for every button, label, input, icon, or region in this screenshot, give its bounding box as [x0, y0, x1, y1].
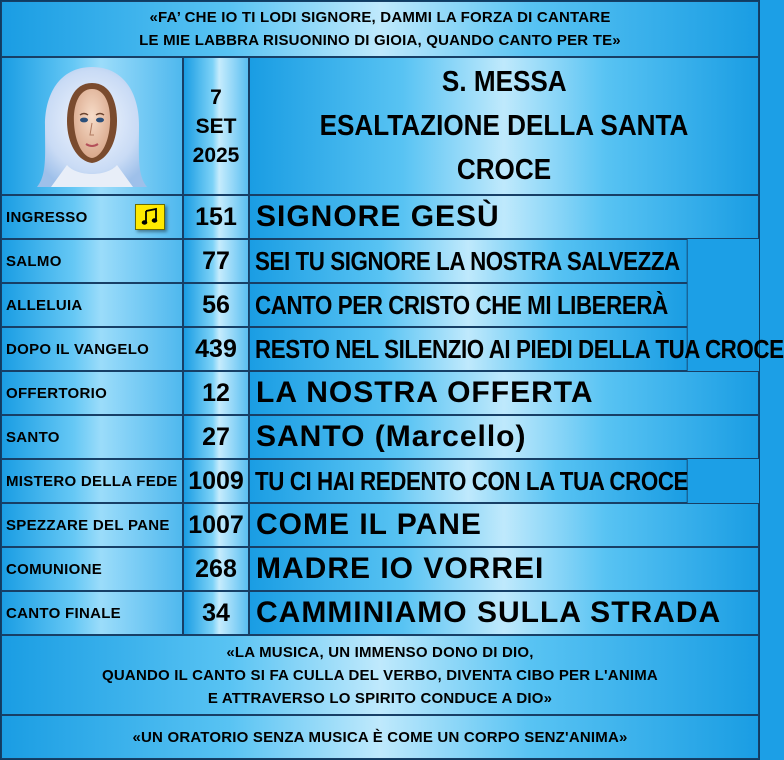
row-number: 56	[183, 283, 249, 327]
music-note-glyph	[141, 208, 159, 226]
row-song-title: RESTO NEL SILENZIO AI PIEDI DELLA TUA CROCE	[249, 327, 688, 371]
row-number: 1009	[183, 459, 249, 503]
row-song-title: MADRE IO VORREI	[249, 547, 759, 591]
row-label: MISTERO DELLA FEDE	[1, 459, 183, 503]
row-number: 27	[183, 415, 249, 459]
date-year: 2025	[192, 143, 240, 167]
date-cell	[183, 57, 249, 195]
row-song-title: SIGNORE GESÙ	[249, 195, 759, 239]
row-song-title: TU CI HAI REDENTO CON LA TUA CROCE	[249, 459, 688, 503]
row-label: OFFERTORIO	[1, 371, 183, 415]
row-song-title: COME IL PANE	[249, 503, 759, 547]
row-number: 34	[183, 591, 249, 635]
row-song-title: SEI TU SIGNORE LA NOSTRA SALVEZZA	[249, 239, 688, 283]
madonna-portrait	[37, 65, 147, 187]
footer-quote	[1, 635, 759, 715]
row-number: 151	[183, 195, 249, 239]
row-label: CANTO FINALE	[1, 591, 183, 635]
row-label: SPEZZARE DEL PANE	[1, 503, 183, 547]
row-song-title: SANTO (Marcello)	[249, 415, 759, 459]
row-label: SANTO	[1, 415, 183, 459]
music-note-icon[interactable]	[135, 204, 165, 230]
row-number: 268	[183, 547, 249, 591]
row-number: 77	[183, 239, 249, 283]
page-title: S. MESSA	[441, 66, 567, 98]
row-number: 12	[183, 371, 249, 415]
row-number: 1007	[183, 503, 249, 547]
header-quote-line1: «FA’ CHE IO TI LODI SIGNORE, DAMMI LA FORZA DI CANTARE	[149, 9, 611, 26]
bottom-quote-text: «UN ORATORIO SENZA MUSICA È COME UN CORPO SENZ'ANIMA»	[132, 728, 628, 746]
row-number: 439	[183, 327, 249, 371]
bottom-quote	[1, 715, 759, 759]
row-label: COMUNIONE	[1, 547, 183, 591]
page-subtitle: ESALTAZIONE DELLA SANTA CROCE	[319, 110, 689, 186]
footer-quote-line3: E ATTRAVERSO LO SPIRITO CONDUCE A DIO»	[207, 689, 553, 707]
row-label: ALLELUIA	[1, 283, 183, 327]
header-quote-line2: LE MIE LABBRA RISUONINO DI GIOIA, QUANDO CANTO PER TE»	[139, 32, 621, 49]
footer-quote-line2: QUANDO IL CANTO SI FA CULLA DEL VERBO, DIVENTA CIBO PER L'ANIMA	[102, 666, 658, 684]
date-month: SET	[195, 114, 237, 138]
date-day: 7	[210, 85, 222, 109]
row-song-title: CAMMINIAMO SULLA STRADA	[249, 591, 759, 635]
row-label: DOPO IL VANGELO	[1, 327, 183, 371]
row-label: INGRESSO	[1, 195, 183, 239]
row-song-title: LA NOSTRA OFFERTA	[249, 371, 759, 415]
header-quote	[1, 1, 759, 57]
footer-quote-line1: «LA MUSICA, UN IMMENSO DONO DI DIO,	[226, 643, 534, 661]
row-song-title: CANTO PER CRISTO CHE MI LIBERERÀ	[249, 283, 688, 327]
row-label: SALMO	[1, 239, 183, 283]
title-cell	[249, 57, 759, 195]
